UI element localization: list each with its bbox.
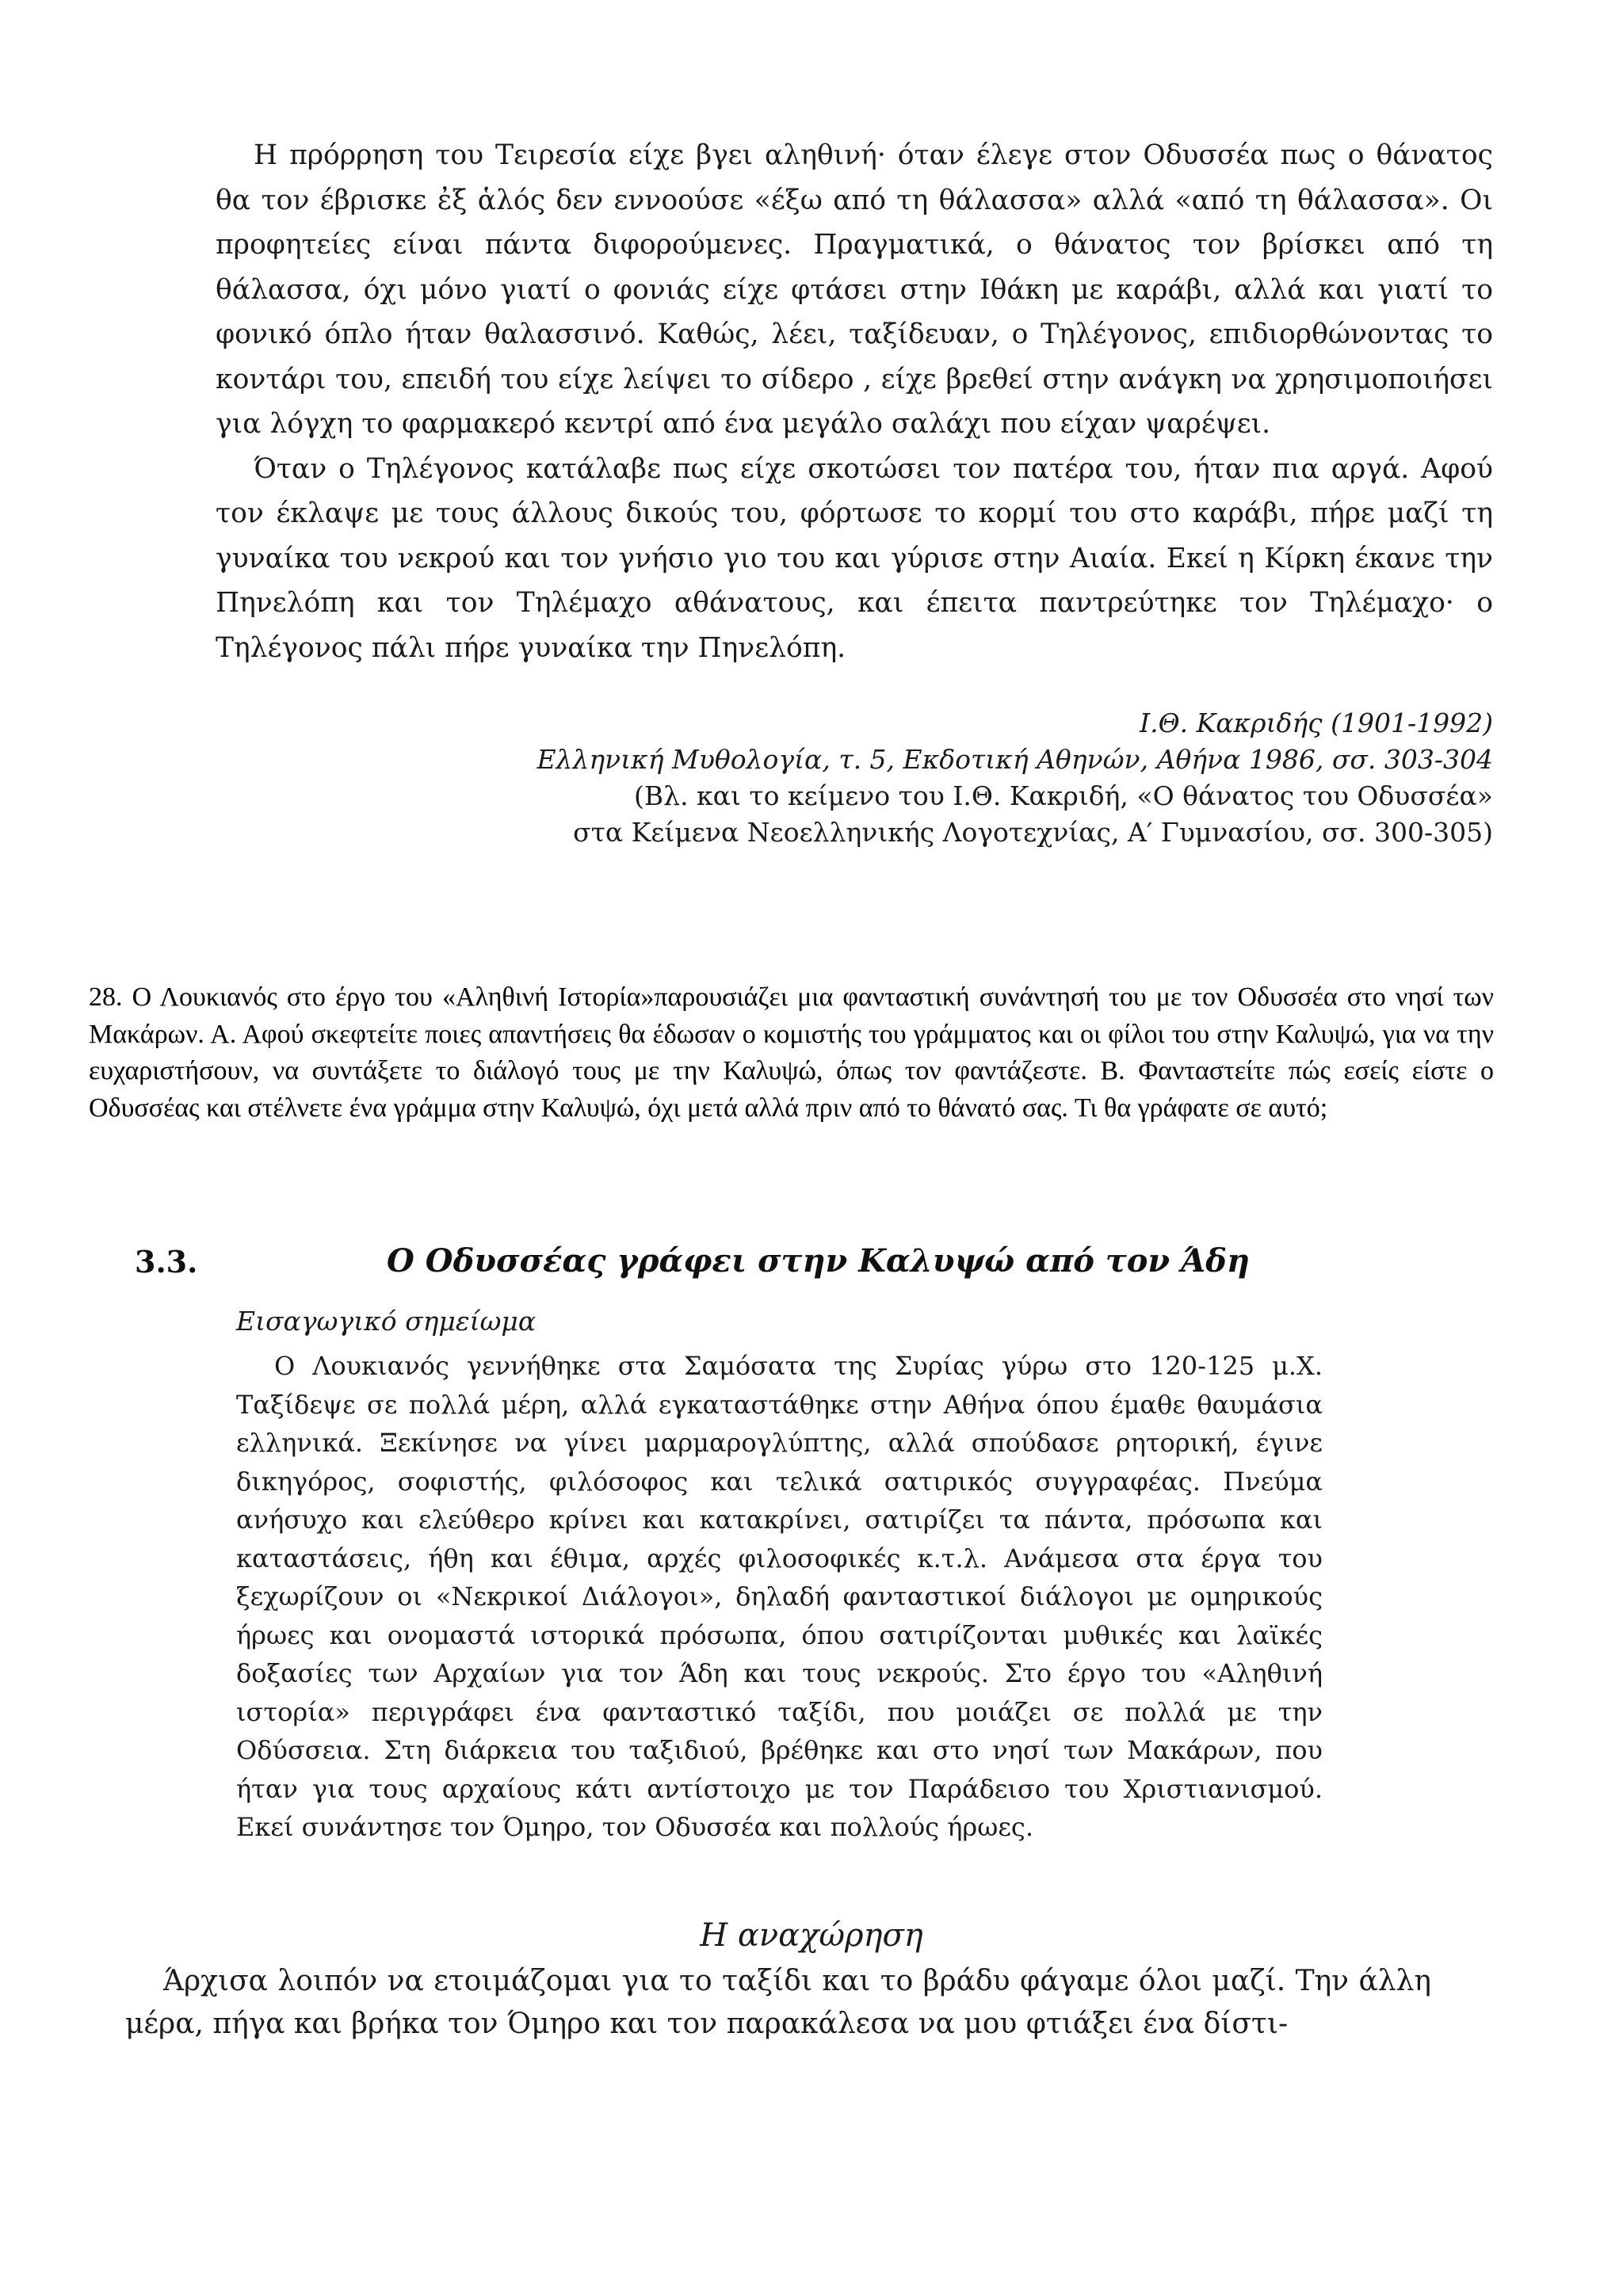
exercise-28: 28. Ο Λουκιανός στο έργο του «Αληθινή Ιστορία»παρουσιάζει μια φανταστική συνάντησή του με τον Οδυσσέα στο νησί των Μακάρων. Α. Αφού σκεφτείτε ποιες απαντήσεις θα έδωσαν ο κομιστής του γράμματος και οι φίλοι του στην Καλυψώ, για να την ευχαριστήσουν, να συντάξετε το διάλογό τους με την Καλυψώ, όπως τον φαντάζεστε. Β. Φανταστείτε πώς εσείς είστε ο Οδυσσέας και στέλνετε ένα γράμμα στην Καλυψώ, όχι μετά αλλά πριν από το θάνατό σας. Τι θα γράφατε σε αυτό; (89, 982, 1494, 1123)
section-number: 3.3. (135, 1244, 198, 1280)
intro-note-label: Εισαγωγικό σημείωμα (236, 1306, 537, 1337)
citation-note-line-2: στα Κείμενα Νεοελληνικής Λογοτεχνίας, Α′ Γυμνασίου, σσ. 300-305) (573, 817, 1493, 848)
intro-note-text: Ο Λουκιανός γεννήθηκε στα Σαμόσατα της Συρίας γύρω στο 120-125 μ.Χ. Ταξίδεψε σε πολλά μέρη, αλλά εγκαταστάθηκε στην Αθήνα όπου έμαθε θαυμάσια ελληνικά. Ξεκίνησε να γίνει μαρμαρογλύπτης, αλλά σπούδασε ρητορική, έγινε δικηγόρος, σοφιστής, φιλόσοφος και τελικά σατιρικός συγγραφέας. Πνεύμα ανήσυχο και ελεύθερο κρίνει και κατακρίνει, σατιρίζει τα πάντα, πρόσωπα και καταστάσεις, ήθη και έθιμα, αρχές φιλοσοφικές κ.τ.λ. Ανάμεσα στα έργα του ξεχωρίζουν οι «Νεκρικοί Διάλογοι», δηλαδή φανταστικοί διάλογοι με ομηρικούς ήρωες και ονομαστά ιστορικά πρόσωπα, όπου σατιρίζονται μυθικές και λαϊκές δοξασίες των Αρχαίων για τον Άδη και τους νεκρούς. Στο έργο του «Αληθινή ιστορία» περιγράφει ένα φανταστικό ταξίδι, που μοιάζει σε πολλά με την Οδύσσεια. Στη διάρκεια του ταξιδιού, βρέθηκε και στο νησί των Μακάρων, που ήταν για τους αρχαίους κάτι αντίστοιχο με τον Παράδεισο του Χριστιανισμού. Εκεί συνάντησε τον Όμηρο, τον Οδυσσέα και πολλούς ήρωες. (236, 1351, 1323, 1842)
excerpt-paragraph-2: Όταν ο Τηλέγονος κατάλαβε πως είχε σκοτώσει τον πατέρα του, ήταν πια αργά. Αφού τον έκλαψε με τους άλλους δικούς του, φόρτωσε το κορμί του στο καράβι, πήρε μαζί τη γυναίκα του νεκρού και τον γνήσιο γιο του και γύρισε στην Αιαία. Εκεί η Κίρκη έκανε την Πηνελόπη και τον Τηλέμαχο αθάνατους, και έπειτα παντρεύτηκε τον Τηλέμαχο· ο Τηλέγονος πάλι πήρε γυναίκα την Πηνελόπη. (216, 452, 1493, 664)
section-title: Ο Οδυσσέας γράφει στην Καλυψώ από τον Άδη (387, 1242, 1250, 1280)
narrative-title: Η αναχώρηση (700, 1917, 923, 1954)
narrative-text: Άρχισα λοιπόν να ετοιμάζομαι για το ταξίδι και το βράδυ φάγαμε όλοι μαζί. Την άλλη μέρα, πήγα και βρήκα τον Όμηρο και τον παρακάλεσα να μου φτιάξει ένα δίστι- (125, 1965, 1431, 2040)
citation-note-line-1: (Βλ. και το κείμενο του Ι.Θ. Κακριδή, «Ο θάνατος του Οδυσσέα» (634, 780, 1493, 811)
citation-author: Ι.Θ. Κακριδής (1901-1992) (1140, 707, 1493, 738)
citation-source: Ελληνική Μυθολογία, τ. 5, Εκδοτική Αθηνών, Αθήνα 1986, σσ. 303-304 (537, 744, 1493, 775)
excerpt-paragraph-1: Η πρόρρηση του Τειρεσία είχε βγει αληθινή· όταν έλεγε στον Οδυσσέα πως ο θάνατος θα τον έβρισκε ἐξ ἁλός δεν εννοούσε «έξω από τη θάλασσα» αλλά «από τη θάλασσα». Οι προφητείες είναι πάντα διφορούμενες. Πραγματικά, ο θάνατος τον βρίσκει από τη θάλασσα, όχι μόνο γιατί ο φονιάς είχε φτάσει στην Ιθάκη με καράβι, αλλά και γιατί το φονικό όπλο ήταν θαλασσινό. Καθώς, λέει, ταξίδευαν, ο Τηλέγονος, επιδιορθώνοντας το κοντάρι του, επειδή του είχε λείψει το σίδερο , είχε βρεθεί στην ανάγκη να χρησιμοποιήσει για λόγχη το φαρμακερό κεντρί από ένα μεγάλο σαλάχι που είχαν ψαρέψει. (216, 139, 1493, 440)
citation-block (304, 705, 1493, 851)
excerpt-text (216, 133, 1493, 670)
